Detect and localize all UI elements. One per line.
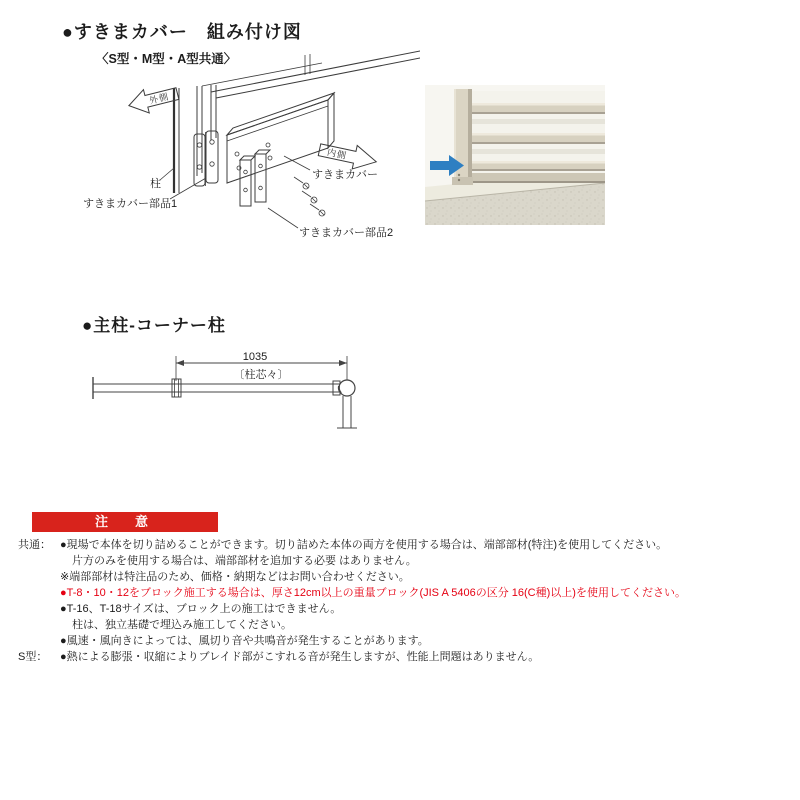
dimension-1035 bbox=[176, 351, 347, 381]
pillar-lines bbox=[174, 88, 179, 193]
inside-arrow-label: 内側 bbox=[326, 146, 348, 161]
gap-cover-part2-shape bbox=[240, 150, 270, 206]
caution-row-text: ●熱による膨張・収縮によりブレイド部がこすれる音が発生しますが、性能上問題はありません。 bbox=[60, 651, 540, 663]
outside-arrow-label: 外側 bbox=[148, 91, 171, 106]
caution-row bbox=[18, 633, 796, 649]
caution-row-text: 柱は、独立基礎で埋込み施工してください。 bbox=[72, 619, 292, 631]
caution-row-label bbox=[18, 601, 60, 617]
assembly-diagram bbox=[80, 50, 420, 265]
caution-row-text: ●T-16、T-18サイズは、ブロック上の施工はできません。 bbox=[60, 603, 342, 615]
caution-banner: 注 意 bbox=[32, 512, 218, 532]
caution-row bbox=[18, 649, 796, 665]
caution-row-text-red: ●T-8・10・12をブロック施工する場合は、厚さ12cm以上の重量ブロック(JIS A 5406の区分 16(C種)以上)を使用してください。 bbox=[60, 587, 686, 599]
caution-row bbox=[18, 585, 796, 601]
dimension-value: 1035 bbox=[242, 351, 268, 363]
outside-arrow-icon bbox=[126, 82, 180, 117]
caution-row-label: S型： bbox=[18, 651, 48, 663]
product-photo bbox=[425, 85, 605, 225]
screw-icons bbox=[294, 177, 325, 216]
caution-list bbox=[18, 537, 796, 665]
section-gap-cover-subtitle: 〈S型・M型・A型共通〉 bbox=[96, 52, 237, 66]
pillar-label: 柱 bbox=[150, 178, 161, 190]
caution-row-label bbox=[18, 553, 60, 569]
caution-row-label bbox=[18, 617, 60, 633]
gap-cover-part1-shape bbox=[194, 131, 218, 186]
caution-row bbox=[18, 601, 796, 617]
part1-label: すきまカバー部品1 bbox=[83, 198, 178, 210]
section-pillar-title: ●主柱-コーナー柱 bbox=[82, 316, 226, 335]
dimension-note: 〔柱芯々〕 bbox=[233, 369, 289, 381]
caution-row-label bbox=[18, 585, 60, 601]
cover-label: すきまカバー bbox=[312, 169, 378, 181]
corner-pillar-shape bbox=[333, 380, 357, 428]
pillar-dimension-drawing bbox=[75, 348, 385, 433]
part2-label: すきまカバー部品2 bbox=[299, 227, 394, 239]
caution-row-text: 片方のみを使用する場合は、端部部材を追加する必要 はありません。 bbox=[72, 555, 417, 567]
caution-row-label: 共通： bbox=[18, 539, 51, 551]
caution-row bbox=[18, 553, 796, 569]
fence-panel bbox=[452, 89, 605, 185]
caution-row bbox=[18, 569, 796, 585]
caution-row-label bbox=[18, 569, 60, 585]
caution-row-label bbox=[18, 633, 60, 649]
caution-row-text: ※端部部材は特注品のため、価格・納期などはお問い合わせください。 bbox=[60, 571, 410, 583]
caution-row-text: ●現場で本体を切り詰めることができます。切り詰めた本体の両方を使用する場合は、端部部材(特注)を使用してください。 bbox=[60, 539, 668, 551]
section-gap-cover-title: ●すきまカバー 組み付け図 bbox=[62, 22, 302, 42]
caution-row bbox=[18, 537, 796, 553]
caution-row bbox=[18, 617, 796, 633]
caution-row-text: ●風速・風向きによっては、風切り音や共鳴音が発生することがあります。 bbox=[60, 635, 429, 647]
